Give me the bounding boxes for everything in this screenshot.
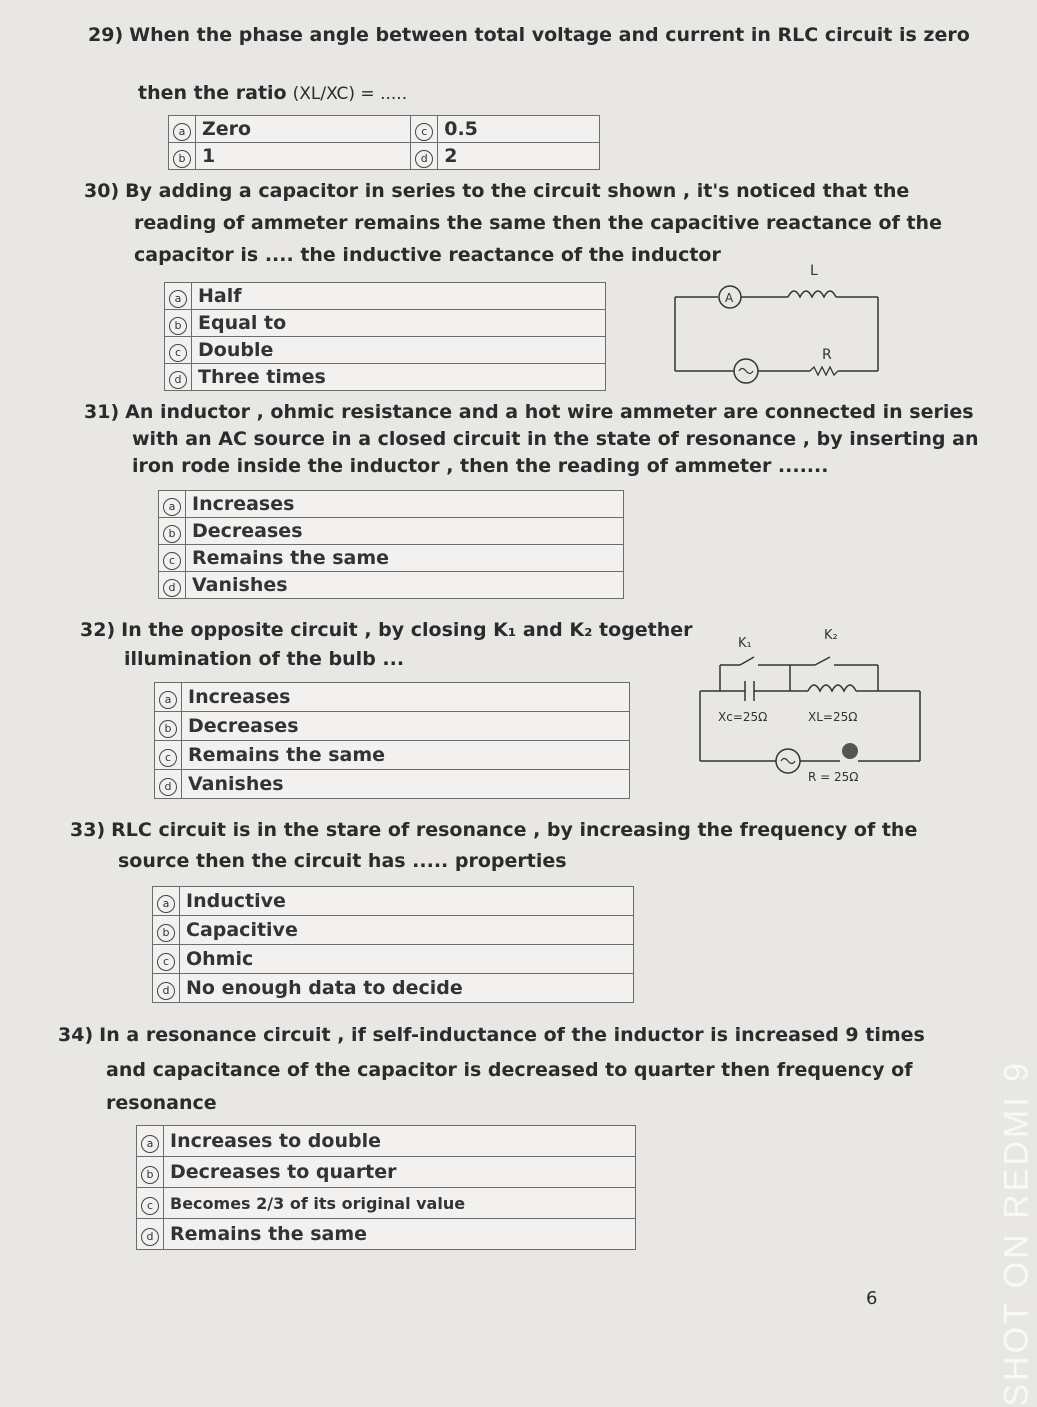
switch-k1-label: K₁: [738, 636, 752, 651]
option-d[interactable]: Three times: [192, 364, 606, 391]
capacitive-reactance-label: Xc=25Ω: [718, 710, 768, 724]
question-34: [58, 1022, 925, 1049]
question-text: When the phase angle between total voltage and current in RLC circuit is zero: [129, 24, 970, 46]
question-30-line2: [134, 210, 942, 237]
options-q30: a Half b Equal to c Double d Three times: [164, 282, 606, 391]
question-number: 29): [88, 24, 124, 46]
options-q33: a Inductive b Capacitive c Ohmic d No enough data to decide: [152, 886, 634, 1003]
question-34-line2: [106, 1057, 912, 1084]
option-b[interactable]: Capacitive: [180, 916, 634, 945]
option-b[interactable]: 1: [196, 143, 411, 170]
question-text: source then the circuit has ..... properties: [118, 850, 567, 872]
question-29-line2: [138, 80, 407, 108]
question-text: An inductor , ohmic resistance and a hot wire ammeter are connected in series: [125, 401, 974, 423]
option-b[interactable]: Decreases: [182, 712, 630, 741]
option-a[interactable]: Half: [192, 283, 606, 310]
question-33: [70, 817, 917, 844]
option-d[interactable]: No enough data to decide: [180, 974, 634, 1003]
question-text: By adding a capacitor in series to the circuit shown , it's noticed that the: [125, 180, 910, 202]
option-d[interactable]: Vanishes: [182, 770, 630, 799]
option-d[interactable]: Remains the same: [164, 1219, 636, 1250]
bulb-icon: [842, 743, 858, 759]
question-32-line2: [124, 646, 404, 673]
option-c[interactable]: Becomes 2/3 of its original value: [164, 1188, 636, 1219]
question-text: then the ratio: [138, 82, 287, 104]
question-number: 31): [84, 401, 120, 423]
question-30-line3: [134, 242, 721, 269]
option-c[interactable]: 0.5: [438, 116, 600, 143]
options-q29: [168, 115, 600, 170]
question-31-line2: [132, 426, 978, 453]
option-letter: c: [411, 116, 438, 143]
option-b[interactable]: Decreases: [186, 518, 624, 545]
question-text: and capacitance of the capacitor is decreased to quarter then frequency of: [106, 1059, 913, 1081]
switch-k2-icon: [815, 657, 830, 665]
question-29: [88, 22, 970, 49]
option-c[interactable]: Remains the same: [186, 545, 624, 572]
question-number: 32): [80, 619, 116, 641]
options-q31: a Increases b Decreases c Remains the same d Vanishes: [158, 490, 624, 599]
option-a[interactable]: Increases to double: [164, 1126, 636, 1157]
question-34-line3: [106, 1090, 217, 1117]
option-a[interactable]: Increases: [182, 683, 630, 712]
question-32: [80, 617, 693, 644]
option-b[interactable]: Equal to: [192, 310, 606, 337]
option-b[interactable]: Decreases to quarter: [164, 1157, 636, 1188]
option-a[interactable]: Zero: [196, 116, 411, 143]
question-31: [84, 399, 974, 426]
inductor-coil-icon: [788, 291, 836, 297]
question-number: 34): [58, 1024, 94, 1046]
option-letter: a: [169, 116, 196, 143]
question-31-line3: [132, 453, 828, 480]
option-a[interactable]: Increases: [186, 491, 624, 518]
ratio-formula: (XL/XC) = .....: [292, 84, 408, 104]
resistance-label: R = 25Ω: [808, 770, 859, 784]
question-text: RLC circuit is in the stare of resonance , by increasing the frequency of the: [111, 819, 918, 841]
inductor-label: L: [810, 263, 818, 279]
page-number: 6: [866, 1288, 878, 1309]
option-d[interactable]: Vanishes: [186, 572, 624, 599]
option-c[interactable]: Remains the same: [182, 741, 630, 770]
option-a[interactable]: Inductive: [180, 887, 634, 916]
question-number: 33): [70, 819, 106, 841]
question-33-line2: [118, 848, 567, 875]
question-text: capacitor is .... the inductive reactance of the inductor: [134, 244, 721, 266]
camera-watermark: SHOT ON REDMI 9: [998, 1060, 1036, 1407]
option-letter: d: [411, 143, 438, 170]
resistor-label: R: [822, 347, 832, 363]
question-text: In the opposite circuit , by closing K₁ and K₂ together: [121, 619, 693, 641]
options-q34: a Increases to double b Decreases to quarter c Becomes 2/3 of its original value d Remains the same: [136, 1125, 636, 1250]
circuit-diagram-q32: [690, 625, 930, 795]
svg-text:A: A: [725, 291, 734, 305]
switch-k1-icon: [740, 657, 754, 665]
question-30: [84, 178, 909, 205]
circuit-diagram-q30: [670, 255, 890, 385]
option-c[interactable]: Ohmic: [180, 945, 634, 974]
question-number: 30): [84, 180, 120, 202]
question-text: In a resonance circuit , if self-inductance of the inductor is increased 9 times: [99, 1024, 925, 1046]
option-c[interactable]: Double: [192, 337, 606, 364]
switch-k2-label: K₂: [824, 628, 838, 643]
question-text: iron rode inside the inductor , then the reading of ammeter .......: [132, 455, 829, 477]
inductor-coil-icon: [808, 685, 856, 691]
question-text: with an AC source in a closed circuit in the state of resonance , by inserting an: [132, 428, 979, 450]
question-text: resonance: [106, 1092, 217, 1114]
question-text: reading of ammeter remains the same then the capacitive reactance of the: [134, 212, 942, 234]
resistor-icon: [810, 367, 838, 375]
options-q32: a Increases b Decreases c Remains the same d Vanishes: [154, 682, 630, 799]
option-letter: b: [169, 143, 196, 170]
inductive-reactance-label: XL=25Ω: [808, 710, 858, 724]
question-text: illumination of the bulb ...: [124, 648, 405, 670]
option-d[interactable]: 2: [438, 143, 600, 170]
